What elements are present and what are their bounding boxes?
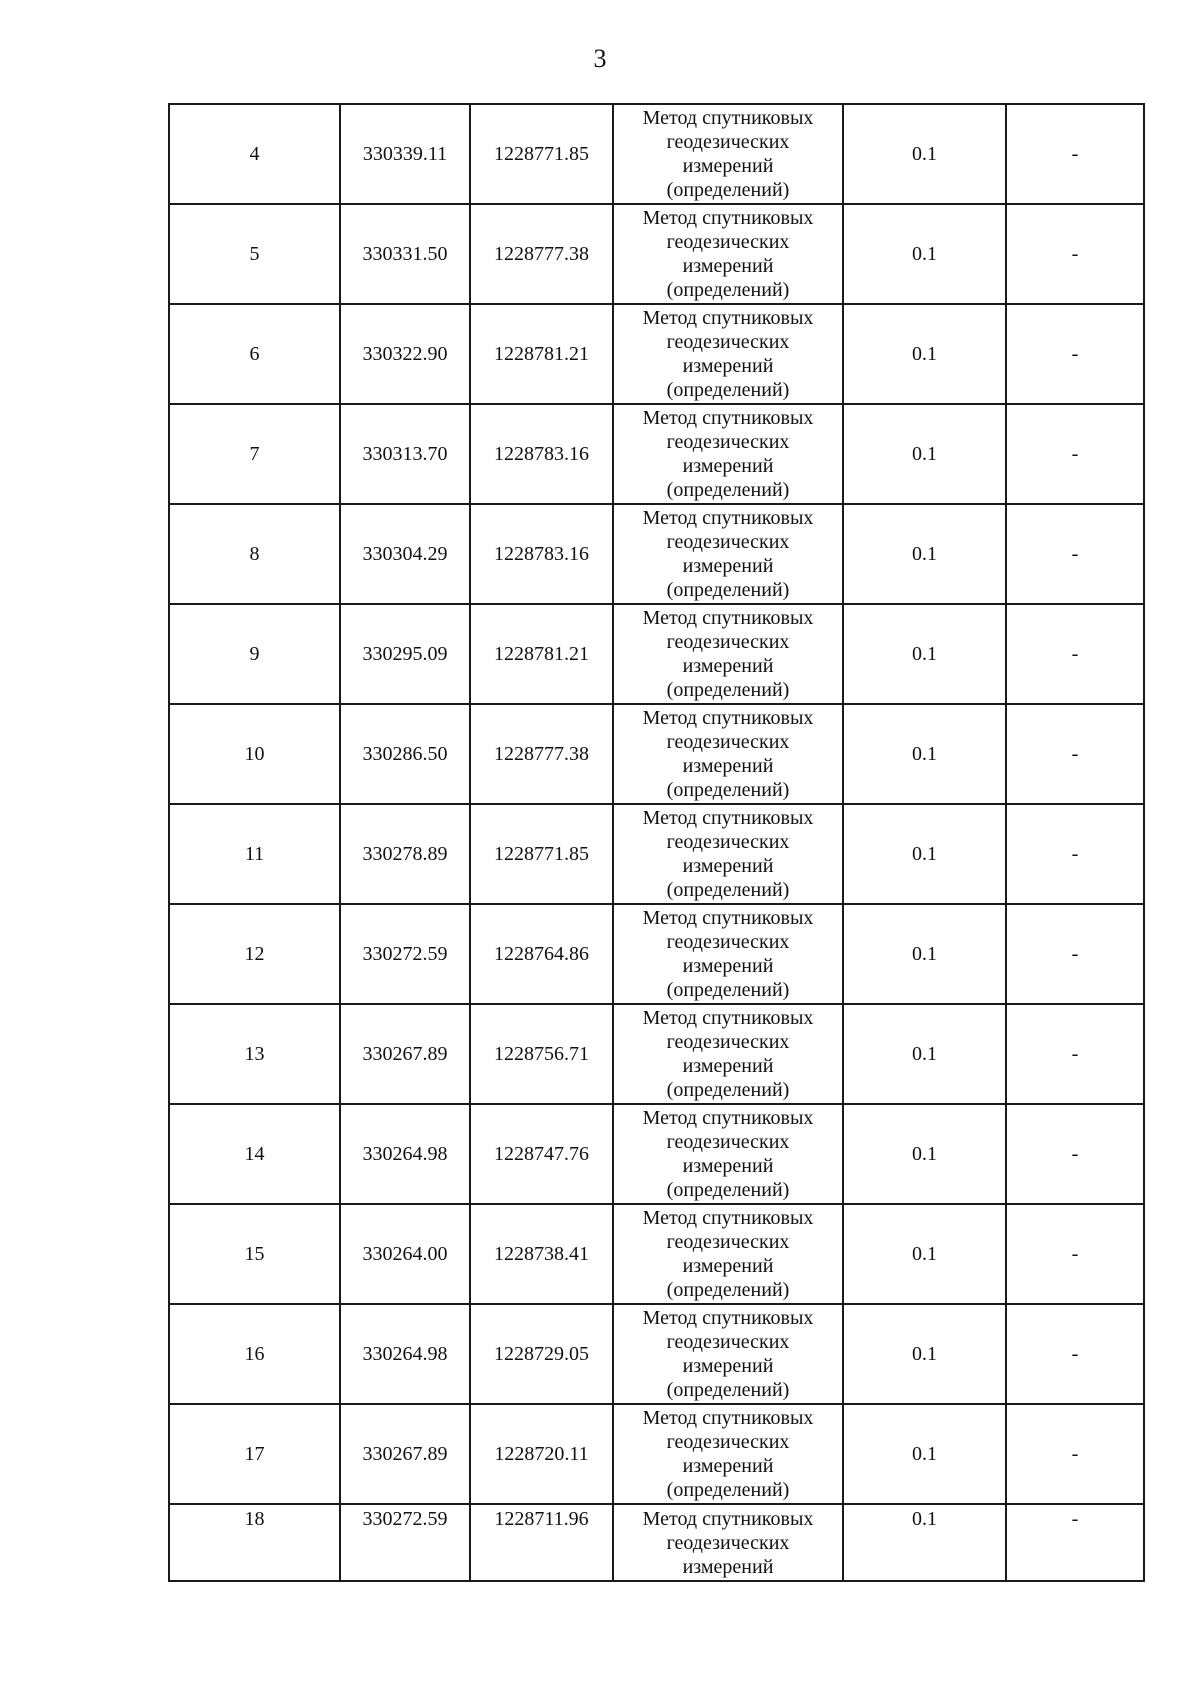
- method-text-line: (определений): [666, 679, 790, 701]
- method-text-line: Метод спутниковых: [642, 507, 814, 529]
- note-cell: -: [1006, 1504, 1144, 1581]
- method-cell: [613, 404, 843, 504]
- method-text-line: геодезических: [666, 1231, 790, 1253]
- method-text-line: Метод спутниковых: [642, 1007, 814, 1029]
- method-text-line: Метод спутниковых: [642, 1207, 814, 1229]
- table-row: [169, 1304, 1144, 1404]
- method-text-line: геодезических: [666, 1031, 790, 1053]
- point-number-cell: 7: [169, 404, 340, 504]
- x-coordinate-cell: 330278.89: [340, 804, 470, 904]
- precision-cell: 0.1: [843, 504, 1006, 604]
- method-text-line: измерений: [682, 155, 774, 177]
- method-text-line: Метод спутниковых: [642, 207, 814, 229]
- method-text-line: Метод спутниковых: [642, 1307, 814, 1329]
- method-text-line: Метод спутниковых: [642, 607, 814, 629]
- note-cell: -: [1006, 1004, 1144, 1104]
- precision-cell: 0.1: [843, 404, 1006, 504]
- method-cell: [613, 704, 843, 804]
- method-text-line: Метод спутниковых: [642, 907, 814, 929]
- x-coordinate-cell: 330272.59: [340, 1504, 470, 1581]
- x-coordinate-cell: 330295.09: [340, 604, 470, 704]
- method-text-line: (определений): [666, 779, 790, 801]
- y-coordinate-cell: 1228756.71: [470, 1004, 613, 1104]
- point-number-cell: 18: [169, 1504, 340, 1581]
- method-text-line: измерений: [682, 555, 774, 577]
- y-coordinate-cell: 1228781.21: [470, 304, 613, 404]
- x-coordinate-cell: 330264.00: [340, 1204, 470, 1304]
- method-cell: [613, 104, 843, 204]
- method-text-line: геодезических: [666, 731, 790, 753]
- method-text-line: геодезических: [666, 431, 790, 453]
- precision-cell: 0.1: [843, 704, 1006, 804]
- method-cell: [613, 1404, 843, 1504]
- method-text-line: (определений): [666, 279, 790, 301]
- precision-cell: 0.1: [843, 604, 1006, 704]
- x-coordinate-cell: 330339.11: [340, 104, 470, 204]
- method-text-line: (определений): [666, 1279, 790, 1301]
- precision-cell: 0.1: [843, 804, 1006, 904]
- method-text-line: (определений): [666, 879, 790, 901]
- method-text-line: геодезических: [666, 131, 790, 153]
- y-coordinate-cell: 1228781.21: [470, 604, 613, 704]
- x-coordinate-cell: 330272.59: [340, 904, 470, 1004]
- y-coordinate-cell: 1228783.16: [470, 404, 613, 504]
- point-number-cell: 15: [169, 1204, 340, 1304]
- note-cell: -: [1006, 304, 1144, 404]
- precision-cell: 0.1: [843, 1304, 1006, 1404]
- point-number-cell: 5: [169, 204, 340, 304]
- method-text-line: геодезических: [666, 231, 790, 253]
- y-coordinate-cell: 1228729.05: [470, 1304, 613, 1404]
- method-cell: [613, 504, 843, 604]
- precision-cell: 0.1: [843, 1204, 1006, 1304]
- method-cell: [613, 1104, 843, 1204]
- table-row: [169, 604, 1144, 704]
- table-row: [169, 104, 1144, 204]
- x-coordinate-cell: 330286.50: [340, 704, 470, 804]
- y-coordinate-cell: 1228771.85: [470, 104, 613, 204]
- table-row: [169, 704, 1144, 804]
- y-coordinate-cell: 1228764.86: [470, 904, 613, 1004]
- note-cell: -: [1006, 1404, 1144, 1504]
- point-number-cell: 17: [169, 1404, 340, 1504]
- note-cell: -: [1006, 704, 1144, 804]
- method-text-line: геодезических: [666, 1331, 790, 1353]
- point-number-cell: 8: [169, 504, 340, 604]
- method-text-line: Метод спутниковых: [642, 1508, 814, 1530]
- method-text-line: измерений: [682, 755, 774, 777]
- point-number-cell: 14: [169, 1104, 340, 1204]
- point-number-cell: 4: [169, 104, 340, 204]
- method-text-line: измерений: [682, 955, 774, 977]
- precision-cell: 0.1: [843, 1504, 1006, 1581]
- y-coordinate-cell: 1228738.41: [470, 1204, 613, 1304]
- method-text-line: измерений: [682, 1556, 774, 1578]
- note-cell: -: [1006, 1204, 1144, 1304]
- point-number-cell: 16: [169, 1304, 340, 1404]
- method-text-line: Метод спутниковых: [642, 307, 814, 329]
- table-row: [169, 1004, 1144, 1104]
- method-text-line: измерений: [682, 1355, 774, 1377]
- x-coordinate-cell: 330264.98: [340, 1104, 470, 1204]
- precision-cell: 0.1: [843, 304, 1006, 404]
- method-text-line: геодезических: [666, 1532, 790, 1554]
- method-cell: [613, 304, 843, 404]
- method-text-line: Метод спутниковых: [642, 407, 814, 429]
- note-cell: -: [1006, 1104, 1144, 1204]
- method-text-line: Метод спутниковых: [642, 1107, 814, 1129]
- method-text-line: (определений): [666, 579, 790, 601]
- x-coordinate-cell: 330313.70: [340, 404, 470, 504]
- x-coordinate-cell: 330267.89: [340, 1004, 470, 1104]
- method-text-line: Метод спутниковых: [642, 1407, 814, 1429]
- note-cell: -: [1006, 204, 1144, 304]
- note-cell: -: [1006, 104, 1144, 204]
- point-number-cell: 10: [169, 704, 340, 804]
- page-number: 3: [593, 44, 607, 73]
- table-row: [169, 1404, 1144, 1504]
- table-row: [169, 1104, 1144, 1204]
- table-row: [169, 1504, 1144, 1581]
- method-text-line: геодезических: [666, 531, 790, 553]
- note-cell: -: [1006, 1304, 1144, 1404]
- point-number-cell: 6: [169, 304, 340, 404]
- method-text-line: геодезических: [666, 1431, 790, 1453]
- method-text-line: (определений): [666, 1479, 790, 1501]
- table-row: [169, 804, 1144, 904]
- method-cell: [613, 204, 843, 304]
- y-coordinate-cell: 1228777.38: [470, 204, 613, 304]
- coordinates-table-body: [169, 104, 1144, 1581]
- coordinates-table: [168, 103, 1145, 1582]
- method-text-line: Метод спутниковых: [642, 807, 814, 829]
- method-text-line: геодезических: [666, 331, 790, 353]
- precision-cell: 0.1: [843, 1004, 1006, 1104]
- x-coordinate-cell: 330331.50: [340, 204, 470, 304]
- method-text-line: измерений: [682, 655, 774, 677]
- method-text-line: геодезических: [666, 931, 790, 953]
- method-cell: [613, 1004, 843, 1104]
- x-coordinate-cell: 330322.90: [340, 304, 470, 404]
- y-coordinate-cell: 1228720.11: [470, 1404, 613, 1504]
- method-text-line: (определений): [666, 379, 790, 401]
- point-number-cell: 12: [169, 904, 340, 1004]
- note-cell: -: [1006, 504, 1144, 604]
- method-text-line: (определений): [666, 479, 790, 501]
- method-text-line: измерений: [682, 355, 774, 377]
- precision-cell: 0.1: [843, 904, 1006, 1004]
- note-cell: -: [1006, 404, 1144, 504]
- table-row: [169, 304, 1144, 404]
- method-text-line: измерений: [682, 855, 774, 877]
- y-coordinate-cell: 1228771.85: [470, 804, 613, 904]
- method-text-line: геодезических: [666, 831, 790, 853]
- method-text-line: геодезических: [666, 631, 790, 653]
- method-cell: [613, 1504, 843, 1581]
- y-coordinate-cell: 1228783.16: [470, 504, 613, 604]
- method-text-line: (определений): [666, 1179, 790, 1201]
- method-text-line: измерений: [682, 1155, 774, 1177]
- table-row: [169, 904, 1144, 1004]
- y-coordinate-cell: 1228777.38: [470, 704, 613, 804]
- note-cell: -: [1006, 904, 1144, 1004]
- table-row: [169, 504, 1144, 604]
- note-cell: -: [1006, 804, 1144, 904]
- method-text-line: измерений: [682, 255, 774, 277]
- precision-cell: 0.1: [843, 204, 1006, 304]
- method-text-line: (определений): [666, 979, 790, 1001]
- x-coordinate-cell: 330267.89: [340, 1404, 470, 1504]
- x-coordinate-cell: 330264.98: [340, 1304, 470, 1404]
- method-text-line: (определений): [666, 179, 790, 201]
- note-cell: -: [1006, 604, 1144, 704]
- table-row: [169, 204, 1144, 304]
- method-cell: [613, 604, 843, 704]
- method-text-line: геодезических: [666, 1131, 790, 1153]
- precision-cell: 0.1: [843, 1104, 1006, 1204]
- point-number-cell: 11: [169, 804, 340, 904]
- precision-cell: 0.1: [843, 1404, 1006, 1504]
- method-text-line: измерений: [682, 1455, 774, 1477]
- point-number-cell: 9: [169, 604, 340, 704]
- method-text-line: Метод спутниковых: [642, 707, 814, 729]
- method-text-line: (определений): [666, 1079, 790, 1101]
- method-text-line: измерений: [682, 455, 774, 477]
- y-coordinate-cell: 1228711.96: [470, 1504, 613, 1581]
- precision-cell: 0.1: [843, 104, 1006, 204]
- method-text-line: измерений: [682, 1255, 774, 1277]
- point-number-cell: 13: [169, 1004, 340, 1104]
- method-cell: [613, 904, 843, 1004]
- table-row: [169, 404, 1144, 504]
- x-coordinate-cell: 330304.29: [340, 504, 470, 604]
- method-text-line: Метод спутниковых: [642, 107, 814, 129]
- method-text-line: (определений): [666, 1379, 790, 1401]
- method-text-line: измерений: [682, 1055, 774, 1077]
- method-cell: [613, 804, 843, 904]
- y-coordinate-cell: 1228747.76: [470, 1104, 613, 1204]
- method-cell: [613, 1304, 843, 1404]
- table-row: [169, 1204, 1144, 1304]
- method-cell: [613, 1204, 843, 1304]
